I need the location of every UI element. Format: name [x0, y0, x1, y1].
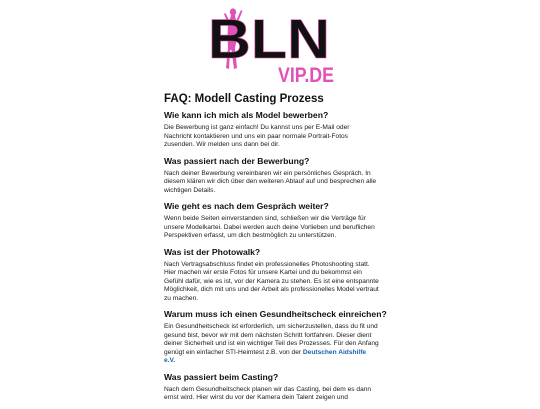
faq-question: Wie geht es nach dem Gespräch weiter? — [164, 201, 329, 211]
faq-answer: Nach deiner Bewerbung vereinbaren wir ein persönliches Gespräch. In diesem klären wir dich über den weiteren Ablauf auf und besprechen alle wichtigen Details. — [164, 169, 377, 194]
faq-answer: Nach dem Gesundheitscheck planen wir das Casting, bei dem es dann ernst wird. Hier wirst du vor der Kamera dein Talent zeigen und — [164, 385, 372, 401]
faq-question: Was passiert beim Casting? — [164, 371, 279, 382]
faq-content — [164, 92, 387, 409]
faq-item — [164, 201, 379, 241]
logo-sub-text: VIP.DE — [278, 64, 334, 87]
faq-question: Was ist der Photowalk? — [164, 246, 261, 257]
faq-question: Was passiert nach der Bewerbung? — [164, 155, 310, 166]
faq-item — [164, 110, 379, 150]
faq-item — [164, 156, 379, 196]
page-title: FAQ: Modell Casting Prozess — [164, 93, 324, 105]
faq-answer-text: Ein Gesundheitscheck ist erforderlich, um sicherzustellen, dass du fit und gesund bist, bevor wir mit dem nächsten Schritt fortfahren. Dieser dient deiner Sicherheit und ist ein wichtiger Teil des Prozesses. Für den Anfang genügt ein einfacher STI-Heimtest z.B. von der — [164, 323, 379, 356]
logo-main-text: BLN — [208, 7, 330, 70]
faq-item — [164, 247, 379, 304]
faq-question: Wie kann ich mich als Model bewerben? — [164, 110, 329, 120]
faq-item — [164, 372, 379, 403]
faq-answer-with-link — [164, 323, 379, 366]
faq-answer: Wenn beide Seiten einverstanden sind, schließen wir die Verträge für unsere Modelkartei. Dabei werden auch deine Vorlieben und beruflichen Perspektiven erfasst, um dich bestmöglich zu unterstützen. — [164, 215, 375, 239]
aidshilfe-link[interactable]: Deutschen Aidshilfe e.V. — [164, 348, 367, 364]
faq-question: Warum muss ich einen Gesundheitscheck einreichen? — [164, 309, 387, 319]
faq-answer: Die Bewerbung ist ganz einfach! Du kannst uns per E-Mail oder Nachricht kontaktieren und uns ein paar normale Portrait-Fotos zusenden. Wir melden uns dann bei dir. — [164, 124, 350, 148]
faq-answer: Nach Vertragsabschluss findet ein professionelles Photoshooting statt. Hier machen wir erste Fotos für unsere Kartei und du bekommst ein Gefühl dafür, wie es ist, vor der Kamera zu stehen. Es ist eine entspannte Möglichkeit, dich mit uns und der Arbeit als professionelles Model vertraut zu machen. — [164, 260, 379, 302]
site-logo[interactable] — [204, 6, 334, 86]
faq-item — [164, 309, 387, 366]
